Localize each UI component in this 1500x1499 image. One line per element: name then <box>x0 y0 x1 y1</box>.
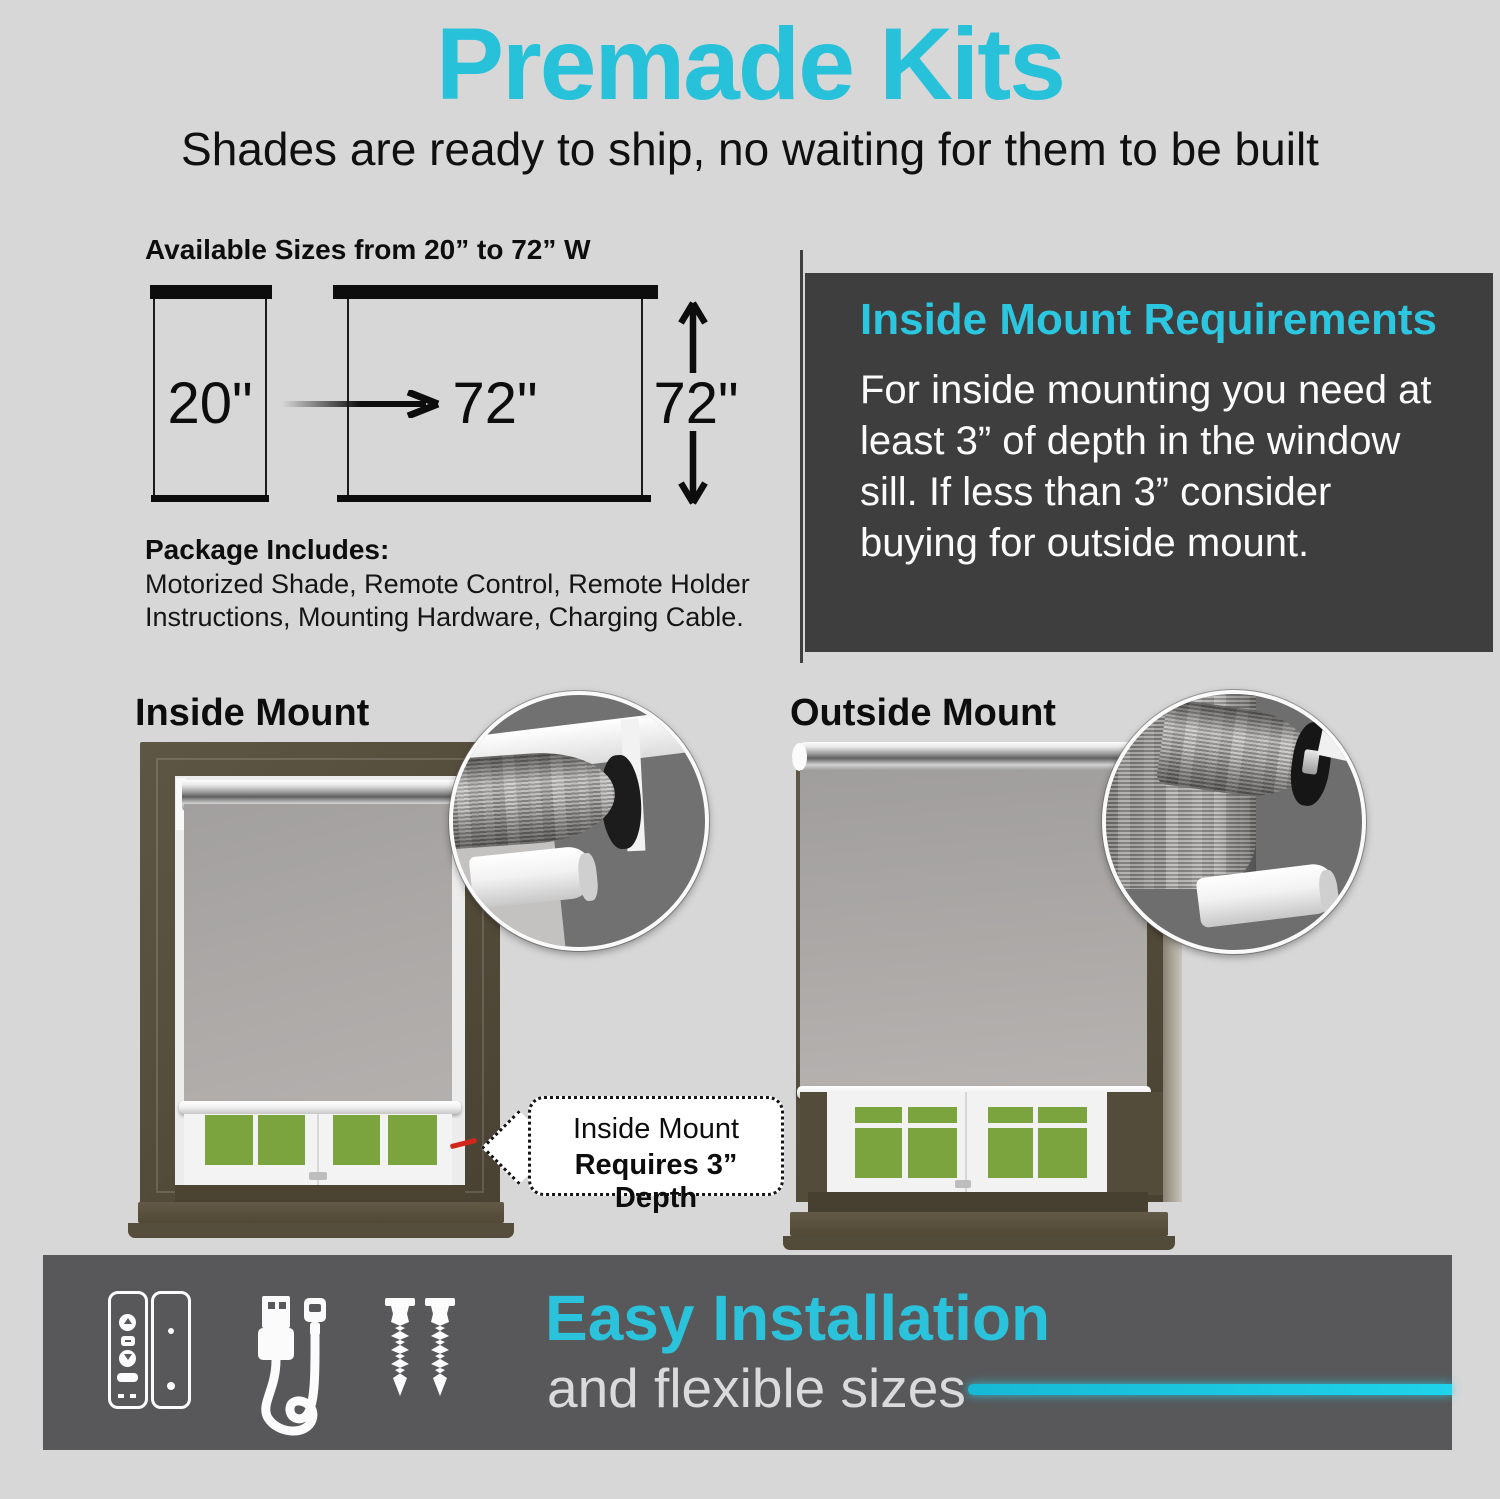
requirements-title: Inside Mount Requirements <box>860 295 1437 344</box>
small-shade-bottom-bar <box>151 495 269 502</box>
inside-shade-fabric <box>184 804 452 1104</box>
large-shade-width-label: 72" <box>452 371 538 436</box>
small-shade-headrail <box>150 285 272 299</box>
footer-title: Easy Installation <box>545 1282 1051 1354</box>
footer-subtitle: and flexible sizes <box>547 1357 966 1419</box>
window-pane <box>988 1128 1033 1178</box>
outside-shade-fabric <box>800 770 1147 1092</box>
package-includes-list: Motorized Shade, Remote Control, Remote Holder Instructions, Mounting Hardware, Charging Cable. <box>145 569 750 632</box>
page-title: Premade Kits <box>436 7 1064 121</box>
outside-roller-bar <box>792 742 1148 772</box>
window-pane <box>908 1128 957 1178</box>
window-pane <box>333 1115 380 1165</box>
panel-divider-line <box>800 250 803 663</box>
window-pane <box>988 1107 1033 1123</box>
window-pane <box>388 1115 437 1165</box>
usb-cable-icon <box>248 1294 336 1444</box>
package-includes-heading: Package Includes: <box>145 534 390 565</box>
window-pane <box>205 1115 253 1165</box>
outside-mount-zoom-circle <box>1102 690 1366 954</box>
small-shade-width-label: 20" <box>167 371 253 436</box>
outside-frame-left-column <box>800 1092 827 1195</box>
requirements-body: For inside mounting you need at least 3” of depth in the window sill. If less than 3” consider buying for outside mount. <box>860 368 1432 565</box>
outside-window-sill <box>790 1212 1168 1236</box>
outside-lower-window <box>827 1092 1107 1195</box>
shade-height-label: 72" <box>653 371 739 436</box>
window-pane <box>1038 1107 1087 1123</box>
outside-mount-label: Outside Mount <box>790 692 1056 734</box>
inside-mount-label: Inside Mount <box>135 692 370 734</box>
page-subtitle: Shades are ready to ship, no waiting for them to be built <box>181 123 1319 175</box>
available-sizes-heading: Available Sizes from 20” to 72” W <box>145 234 591 265</box>
window-pane <box>258 1115 305 1165</box>
casement-latch <box>309 1172 327 1180</box>
outside-window-sill-base <box>783 1236 1175 1250</box>
inside-window-sill-base <box>128 1223 514 1238</box>
window-pane <box>1038 1128 1087 1178</box>
remote-control-icon <box>108 1291 148 1409</box>
zoom-valance <box>469 845 596 909</box>
requirements-panel <box>805 273 1493 652</box>
large-shade-bottom-bar <box>337 495 651 502</box>
casement-latch <box>955 1180 971 1188</box>
inside-lower-window <box>184 1114 452 1185</box>
outside-frame-right-column <box>1107 1092 1163 1195</box>
inside-shade-bottom-rail <box>179 1101 461 1114</box>
footer-accent-line <box>968 1384 1452 1395</box>
zoom-bracket <box>1317 690 1366 764</box>
window-pane <box>908 1107 957 1123</box>
outside-roller-endcap <box>792 743 807 771</box>
screws-icon <box>380 1294 460 1434</box>
callout-line1: Inside Mount <box>572 1113 740 1145</box>
large-shade-headrail <box>333 285 658 299</box>
remote-holder-icon <box>151 1291 191 1409</box>
window-pane <box>855 1107 902 1123</box>
window-pane <box>855 1128 902 1178</box>
inside-mount-zoom-circle <box>449 691 709 951</box>
inside-window-sill <box>138 1202 504 1223</box>
inside-window-ledge <box>175 1185 465 1203</box>
outside-window-ledge <box>808 1192 1148 1212</box>
callout-line2: Requires 3” Depth <box>574 1149 738 1214</box>
depth-callout-bubble <box>528 1096 784 1214</box>
